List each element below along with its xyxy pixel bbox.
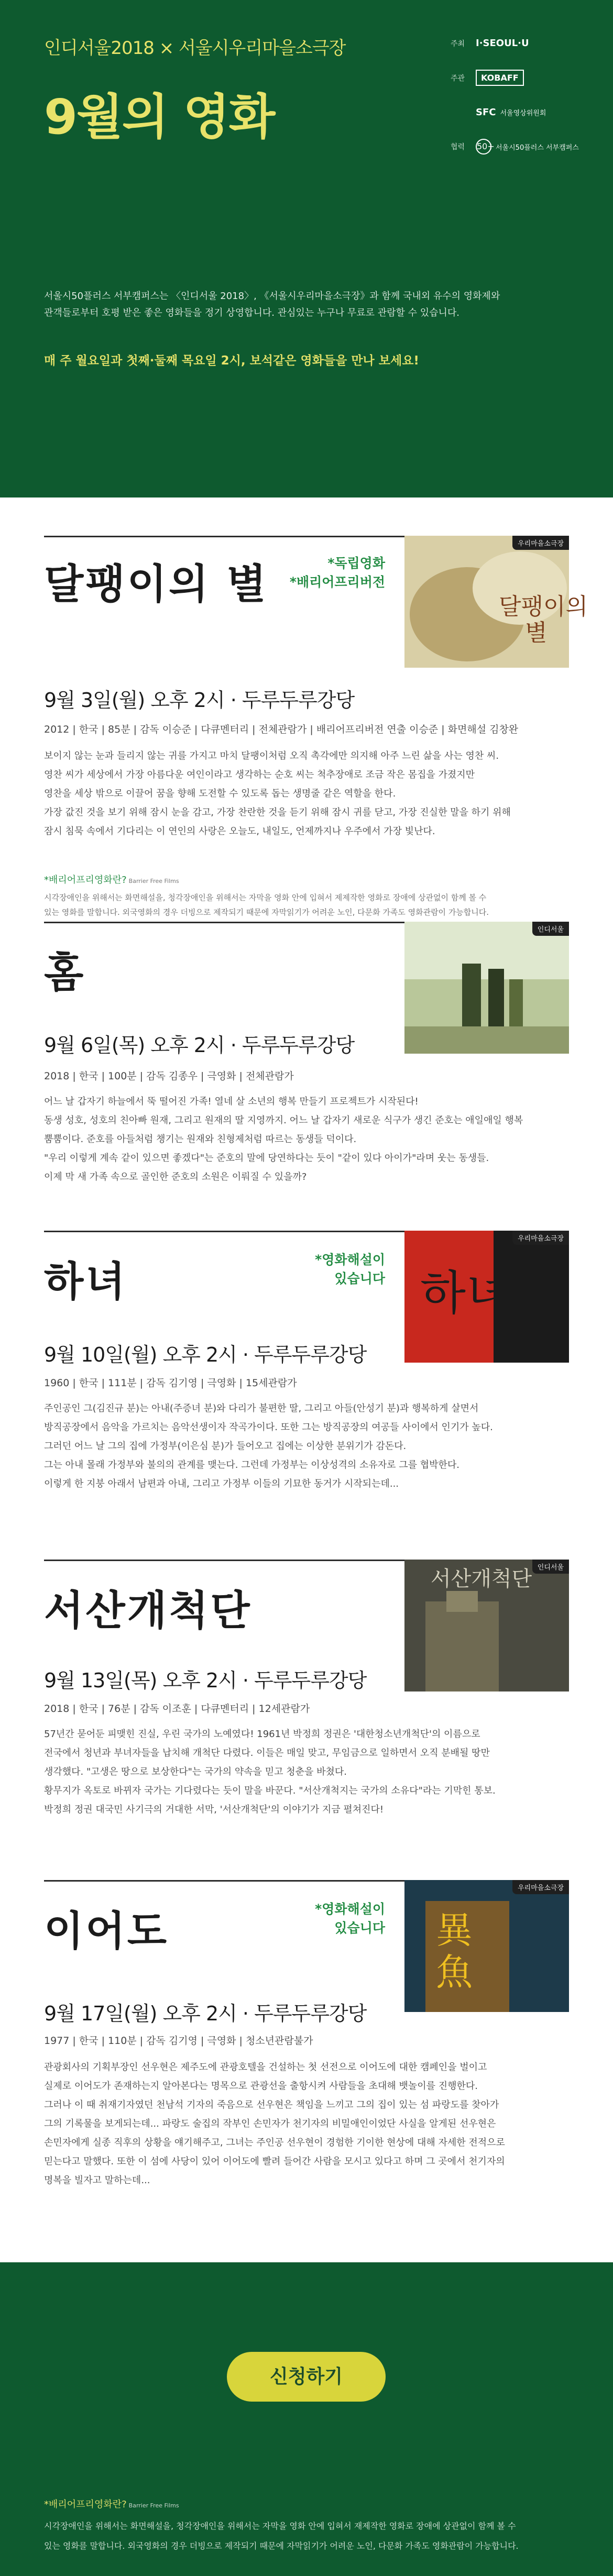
film-section-ieodo: [0, 1880, 613, 2262]
sponsor-partner: [451, 107, 597, 118]
synopsis-line: 실제로 이어도가 존재하는지 알아본다는 명목으로 관광선을 출항시켜 사람들을 초대해 뱃놀이를 진행한다.: [44, 2081, 478, 2092]
venue-badge: 우리마을소극장: [512, 536, 569, 550]
sponsor-host: [451, 38, 597, 49]
iseoulu-logo: I·SEOUL·U: [476, 38, 529, 49]
film-synopsis: [44, 747, 573, 841]
synopsis-line: 손민자에게 실종 직후의 상황을 얘기해주고, 그녀는 주인공 선우현이 경험한 기이한 현상에 대해 자세한 전적으로: [44, 2137, 505, 2148]
barrier-free-subtitle: Barrier Free Films: [128, 2502, 179, 2509]
venue-badge: 우리마을소극장: [512, 1231, 569, 1245]
apply-button[interactable]: 신청하기: [227, 2352, 386, 2402]
synopsis-line: 주인공인 그(김진규 분)는 아내(주증녀 분)와 다리가 불편한 딸, 그리고 아들(안성기 분)과 행복하게 살면서: [44, 1403, 479, 1414]
barrier-free-line: 시각장애인을 위해서는 화면해설을, 청각장애인을 위해서는 자막을 영화 안에 입혀서 재제작한 영화로 장애에 상관없이 함께 볼 수: [44, 2521, 516, 2531]
synopsis-line: 관광회사의 기획부장인 선우현은 제주도에 관광호텔을 건설하는 첫 선전으로 이어도에 대한 캠페인을 벌이고: [44, 2062, 487, 2073]
synopsis-line: 동생 성호, 성호의 친아빠 원재, 그리고 원재의 딸 지영까지. 어느 날 갑자기 새로운 식구가 생긴 준호는 애일애일 행복: [44, 1115, 523, 1126]
synopsis-line: 뿜뿜이다. 준호를 아들처럼 챙기는 원재와 친형제처럼 따르는 동생들 덕이다.: [44, 1134, 357, 1145]
barrier-free-heading-text: *배리어프리영화란?: [44, 2499, 127, 2510]
film-synopsis: [44, 1399, 573, 1494]
film-title: 서산개척단: [44, 1587, 252, 1634]
synopsis-line: 영찬 씨가 세상에서 가장 아름다운 여인이라고 생각하는 순호 씨는 척추장애로 조금 작은 몸집을 가졌지만: [44, 769, 475, 780]
svg-text:異: 異: [436, 1909, 473, 1952]
film-meta: 2012 | 한국 | 85분 | 감독 이승준 | 다큐멘터리 | 전체관람가 | 배리어프리버전 연출 이승준 | 화면해설 김창완: [44, 724, 519, 735]
sponsor-organizer-label: 주관: [451, 74, 465, 83]
tag-indie: *독립영화: [327, 556, 385, 571]
barrier-free-line: 있는 영화를 말합니다. 외국영화의 경우 더빙으로 제작되기 때문에 자막읽기가 어려운 노인, 다문화 가족도 영화관람이 가능합니다.: [44, 908, 489, 917]
synopsis-line: 57년간 묻어둔 피맺힌 진실, 우린 국가의 노예였다! 1961년 박정희 정권은 '대한청소년개척단'의 이름으로: [44, 1729, 480, 1740]
svg-text:별: 별: [525, 620, 548, 646]
film-tags: [262, 1900, 385, 1938]
synopsis-line: 생각했다. "고생은 땅으로 보상한다"는 국가의 약속을 믿고 청춘을 바쳤다.: [44, 1766, 347, 1777]
kobaff-logo: KOBAFF: [476, 70, 524, 86]
synopsis-line: 그러던 어느 날 그의 집에 가정부(이은심 분)가 들어오고 집에는 이상한 분위기가 감돈다.: [44, 1441, 407, 1452]
film-meta: 2018 | 한국 | 76분 | 감독 이조훈 | 다큐멘터리 | 12세관람가: [44, 1703, 310, 1715]
schedule-highlight: 매 주 월요일과 첫째·둘째 목요일 2시, 보석같은 영화들을 만나 보세요!: [44, 354, 419, 368]
svg-text:魚: 魚: [436, 1951, 473, 1994]
synopsis-line: 이제 막 새 가족 속으로 골인한 준호의 소원은 이뤄질 수 있을까?: [44, 1171, 307, 1182]
svg-text:하녀: 하녀: [420, 1266, 511, 1321]
film-poster: [404, 1560, 569, 1691]
synopsis-line: 박정희 정권 대국민 사기극의 거대한 서막, '서산개척단'의 이야기가 지금 펼쳐진다!: [44, 1804, 384, 1815]
film-title: 하녀: [44, 1258, 127, 1306]
film-poster: [404, 536, 588, 668]
svg-text:달팽이의: 달팽이의: [499, 593, 588, 620]
film-poster: [404, 1880, 569, 2012]
intro-description: [44, 288, 547, 322]
film-meta: 1960 | 한국 | 111분 | 감독 김기영 | 극영화 | 15세관람가: [44, 1377, 297, 1389]
intro-line: 관객들로부터 호평 받은 좋은 영화들을 정기 상영합니다. 관심있는 누구나 무료로 관람할 수 있습니다.: [44, 307, 460, 318]
barrier-free-line: 시각장애인을 위해서는 화면해설을, 청각장애인을 위해서는 자막을 영화 안에 입혀서 제제작한 영화로 장애에 상관없이 함께 볼 수: [44, 893, 487, 902]
synopsis-line: 그는 아내 몰래 가정부와 불의의 관계를 맺는다. 그런데 가정부는 이상성격의 소유자로 그를 협박한다.: [44, 1460, 460, 1471]
intro-line: 서울시50플러스 서부캠퍼스는 〈인디서울 2018〉, 《서울시우리마을소극장》과 함께 국내외 유수의 영화제와: [44, 291, 500, 302]
barrier-free-subtitle: Barrier Free Films: [128, 878, 179, 885]
tag-barrier-free: *배리어프리버전: [289, 574, 385, 590]
tag-commentary: *영화해설이: [315, 1252, 385, 1267]
svg-text:서산개척단: 서산개척단: [431, 1567, 532, 1591]
synopsis-line: 영찬을 세상 밖으로 이끌어 꿈을 향해 도전할 수 있도록 돕는 생명줄 같은 역할을 한다.: [44, 788, 396, 799]
film-synopsis: [44, 1092, 573, 1187]
synopsis-line: 보이지 않는 눈과 들리지 않는 귀를 가지고 마치 달팽이처럼 오직 촉각에만 의지해 아주 느린 삶을 사는 영찬 씨.: [44, 750, 499, 761]
tag-commentary-2: 있습니다: [334, 1920, 385, 1936]
film-tags: [262, 554, 385, 592]
barrier-free-heading: [44, 872, 179, 886]
sponsor-organizer: [451, 70, 597, 86]
film-title: 달팽이의 별: [44, 561, 268, 608]
synopsis-line: 그러나 이 때 취재기자였던 천남석 기자의 죽음으로 선우현은 책임을 느끼고 그의 집이 있는 섬 파랑도를 찾아가: [44, 2099, 499, 2110]
sponsor-coop-label: 협력: [451, 143, 465, 151]
film-section-housemaid: [0, 1231, 613, 1560]
venue-badge: 우리마을소극장: [512, 1880, 569, 1894]
tag-commentary: *영화해설이: [315, 1901, 385, 1917]
synopsis-line: 황무지가 옥토로 바뀌자 국가는 기다렸다는 듯이 말을 바꾼다. "서산개척지는 국가의 소유다"라는 기막힌 통보.: [44, 1785, 496, 1796]
film-poster: [404, 922, 569, 1054]
barrier-free-line: 있는 영화를 말합니다. 외국영화의 경우 더빙으로 제작되기 때문에 자막읽기가 어려운 노인, 다문화 가족도 영화관람이 가능합니다.: [44, 2541, 519, 2551]
synopsis-line: 잠시 침묵 속에서 기다리는 이 연인의 사랑은 오늘도, 내일도, 언제까지나 우주에서 가장 빛난다.: [44, 826, 435, 837]
synopsis-line: 가장 값진 것을 보기 위해 잠시 눈을 감고, 가장 찬란한 것을 듣기 위해 잠시 귀를 닫고, 가장 진실한 말을 하기 위해: [44, 807, 511, 818]
page-subtitle: 인디서울2018 × 서울시우리마을소극장: [44, 38, 346, 59]
page-title: 9월의 영화: [44, 89, 275, 145]
synopsis-line: 전국에서 청년과 부녀자들을 납치해 개척단 다렸다. 이들은 매일 맞고, 무임금으로 일하면서 오직 분배될 땅만: [44, 1748, 490, 1759]
tag-commentary-2: 있습니다: [334, 1271, 385, 1286]
synopsis-line: 명복을 빌자고 말하는데...: [44, 2175, 150, 2186]
synopsis-line: 이렇게 한 지붕 아래서 남편과 아내, 그리고 가정부 이들의 기묘한 동거가 시작되는데...: [44, 1478, 399, 1489]
barrier-free-desc: [44, 2516, 573, 2556]
synopsis-line: 믿는다고 말했다. 또한 이 섬에 사당이 있어 이어도에 빨려 들어간 사람을 모시고 있다고 하며 그 곳에서 천기자의: [44, 2156, 505, 2167]
film-meta: 2018 | 한국 | 100분 | 감독 김종우 | 극영화 | 전체관람가: [44, 1070, 294, 1082]
screening-time: 9월 17일(월) 오후 2시 · 두루두루강당: [44, 2002, 367, 2025]
synopsis-line: "우리 이렇게 계속 같이 있으면 좋겠다"는 준호의 말에 당연하다는 듯이 "같이 있다 아이가"라며 웃는 동생들.: [44, 1153, 489, 1164]
film-meta: 1977 | 한국 | 110분 | 감독 김기영 | 극영화 | 청소년관람불가: [44, 2035, 313, 2047]
header-banner: [0, 0, 613, 497]
film-poster: [404, 1231, 569, 1363]
barrier-free-heading-text: *배리어프리영화란?: [44, 875, 127, 886]
footer-banner: [0, 2262, 613, 2576]
film-section-seosan: [0, 1560, 613, 1880]
film-title: 홈: [44, 949, 86, 997]
film-section-home: [0, 922, 613, 1231]
film-synopsis: [44, 2058, 573, 2190]
fifty-plus-name: 서울시50플러스 서부캠퍼스: [496, 143, 579, 152]
film-tags: [262, 1251, 385, 1288]
synopsis-line: 그의 기록물을 보게되는데... 파랑도 술집의 작부인 손민자가 천기자의 비밀애인이었단 사실을 알게된 선우현은: [44, 2118, 496, 2129]
sponsor-host-label: 주최: [451, 39, 465, 48]
synopsis-line: 어느 날 갑자기 하늘에서 뚝 떨어진 가족! 열네 살 소년의 행복 만들기 프로젝트가 시작된다!: [44, 1096, 419, 1107]
screening-time: 9월 13일(목) 오후 2시 · 두루두루강당: [44, 1669, 367, 1692]
screening-time: 9월 10일(월) 오후 2시 · 두루두루강당: [44, 1343, 367, 1366]
sponsor-coop: [451, 139, 597, 154]
venue-badge: 인디서울: [532, 1560, 569, 1574]
barrier-free-heading: [44, 2497, 179, 2511]
film-synopsis: [44, 1725, 573, 1819]
sponsors: [451, 38, 597, 175]
synopsis-line: 방직공장에서 음악을 가르치는 음악선생이자 작곡가이다. 또한 그는 방직공장의 여공들 사이에서 인기가 높다.: [44, 1422, 493, 1433]
film-section-snail-star: [0, 497, 613, 917]
fifty-plus-logo: 50+: [476, 139, 491, 154]
barrier-free-desc: [44, 890, 573, 920]
screening-time: 9월 3일(월) 오후 2시 · 두루두루강당: [44, 689, 355, 712]
sfc-logo: SFC: [476, 107, 496, 118]
sfc-name: 서울영상위원회: [500, 109, 546, 117]
venue-badge: 인디서울: [532, 922, 569, 936]
screening-time: 9월 6일(목) 오후 2시 · 두루두루강당: [44, 1034, 355, 1057]
film-title: 이어도: [44, 1908, 169, 1955]
